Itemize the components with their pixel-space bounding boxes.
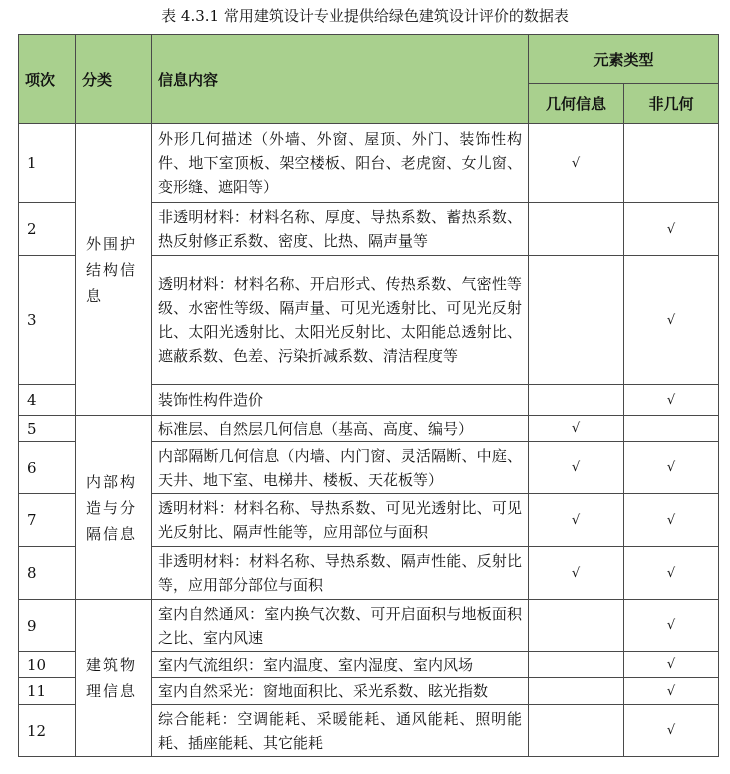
- check-non-geometric: √: [624, 600, 719, 652]
- row-index: 9: [19, 600, 76, 652]
- row-content: 外形几何描述（外墙、外窗、屋顶、外门、装饰性构件、地下室顶板、架空楼板、阳台、老虎窗、女儿窗、变形缝、遮阳等）: [152, 124, 529, 203]
- row-content: 透明材料：材料名称、导热系数、可见光透射比、可见光反射比、隔声性能等，应用部位与面积: [152, 494, 529, 547]
- row-content: 非透明材料：材料名称、厚度、导热系数、蓄热系数、热反射修正系数、密度、比热、隔声量等: [152, 203, 529, 256]
- check-non-geometric: √: [624, 494, 719, 547]
- row-index: 2: [19, 203, 76, 256]
- check-non-geometric: √: [624, 203, 719, 256]
- check-geometric: √: [529, 547, 624, 600]
- check-geometric: √: [529, 416, 624, 442]
- row-index: 10: [19, 652, 76, 678]
- table-row: [19, 124, 719, 203]
- row-content: 非透明材料：材料名称、导热系数、隔声性能、反射比等，应用部分部位与面积: [152, 547, 529, 600]
- row-index: 12: [19, 705, 76, 757]
- check-geometric: [529, 385, 624, 416]
- row-content: 室内气流组织：室内温度、室内湿度、室内风场: [152, 652, 529, 678]
- check-non-geometric: √: [624, 385, 719, 416]
- check-geometric: [529, 600, 624, 652]
- check-non-geometric: [624, 416, 719, 442]
- row-content: 装饰性构件造价: [152, 385, 529, 416]
- row-index: 6: [19, 442, 76, 494]
- row-index: 4: [19, 385, 76, 416]
- header-non-geometric: 非几何: [624, 84, 719, 124]
- row-index: 3: [19, 256, 76, 385]
- header-geometric: 几何信息: [529, 84, 624, 124]
- header-index: 项次: [19, 35, 76, 124]
- check-non-geometric: [624, 124, 719, 203]
- category-physics: 建筑物理信息: [76, 600, 152, 757]
- row-content: 室内自然采光：窗地面积比、采光系数、眩光指数: [152, 678, 529, 705]
- table-caption: 表 4.3.1 常用建筑设计专业提供给绿色建筑设计评价的数据表: [161, 7, 569, 25]
- check-geometric: √: [529, 442, 624, 494]
- row-content: 综合能耗：空调能耗、采暖能耗、通风能耗、照明能耗、插座能耗、其它能耗: [152, 705, 529, 757]
- check-non-geometric: √: [624, 442, 719, 494]
- row-content: 内部隔断几何信息（内墙、内门窗、灵活隔断、中庭、天井、地下室、电梯井、楼板、天花板等）: [152, 442, 529, 494]
- check-non-geometric: √: [624, 256, 719, 385]
- row-index: 1: [19, 124, 76, 203]
- check-non-geometric: √: [624, 652, 719, 678]
- header-category: 分类: [76, 35, 152, 124]
- check-geometric: √: [529, 494, 624, 547]
- row-content: 透明材料：材料名称、开启形式、传热系数、气密性等级、水密性等级、隔声量、可见光透射比、可见光反射比、太阳光透射比、太阳光反射比、太阳能总透射比、遮蔽系数、色差、污染折减系数、清洁程度等: [152, 256, 529, 385]
- row-index: 8: [19, 547, 76, 600]
- table-row: [19, 416, 719, 442]
- row-index: 11: [19, 678, 76, 705]
- row-content: 标准层、自然层几何信息（基高、高度、编号）: [152, 416, 529, 442]
- category-interior: 内部构造与分隔信息: [76, 416, 152, 600]
- table-row: [19, 600, 719, 652]
- check-geometric: [529, 678, 624, 705]
- check-geometric: [529, 705, 624, 757]
- check-geometric: [529, 203, 624, 256]
- check-non-geometric: √: [624, 705, 719, 757]
- header-content: 信息内容: [152, 35, 529, 124]
- row-index: 5: [19, 416, 76, 442]
- check-non-geometric: √: [624, 547, 719, 600]
- header-element-type: 元素类型: [529, 35, 719, 84]
- check-non-geometric: √: [624, 678, 719, 705]
- row-index: 7: [19, 494, 76, 547]
- check-geometric: [529, 652, 624, 678]
- category-envelope: 外围护结构信息: [76, 124, 152, 416]
- data-table: [18, 34, 719, 757]
- check-geometric: [529, 256, 624, 385]
- check-geometric: √: [529, 124, 624, 203]
- row-content: 室内自然通风：室内换气次数、可开启面积与地板面积之比、室内风速: [152, 600, 529, 652]
